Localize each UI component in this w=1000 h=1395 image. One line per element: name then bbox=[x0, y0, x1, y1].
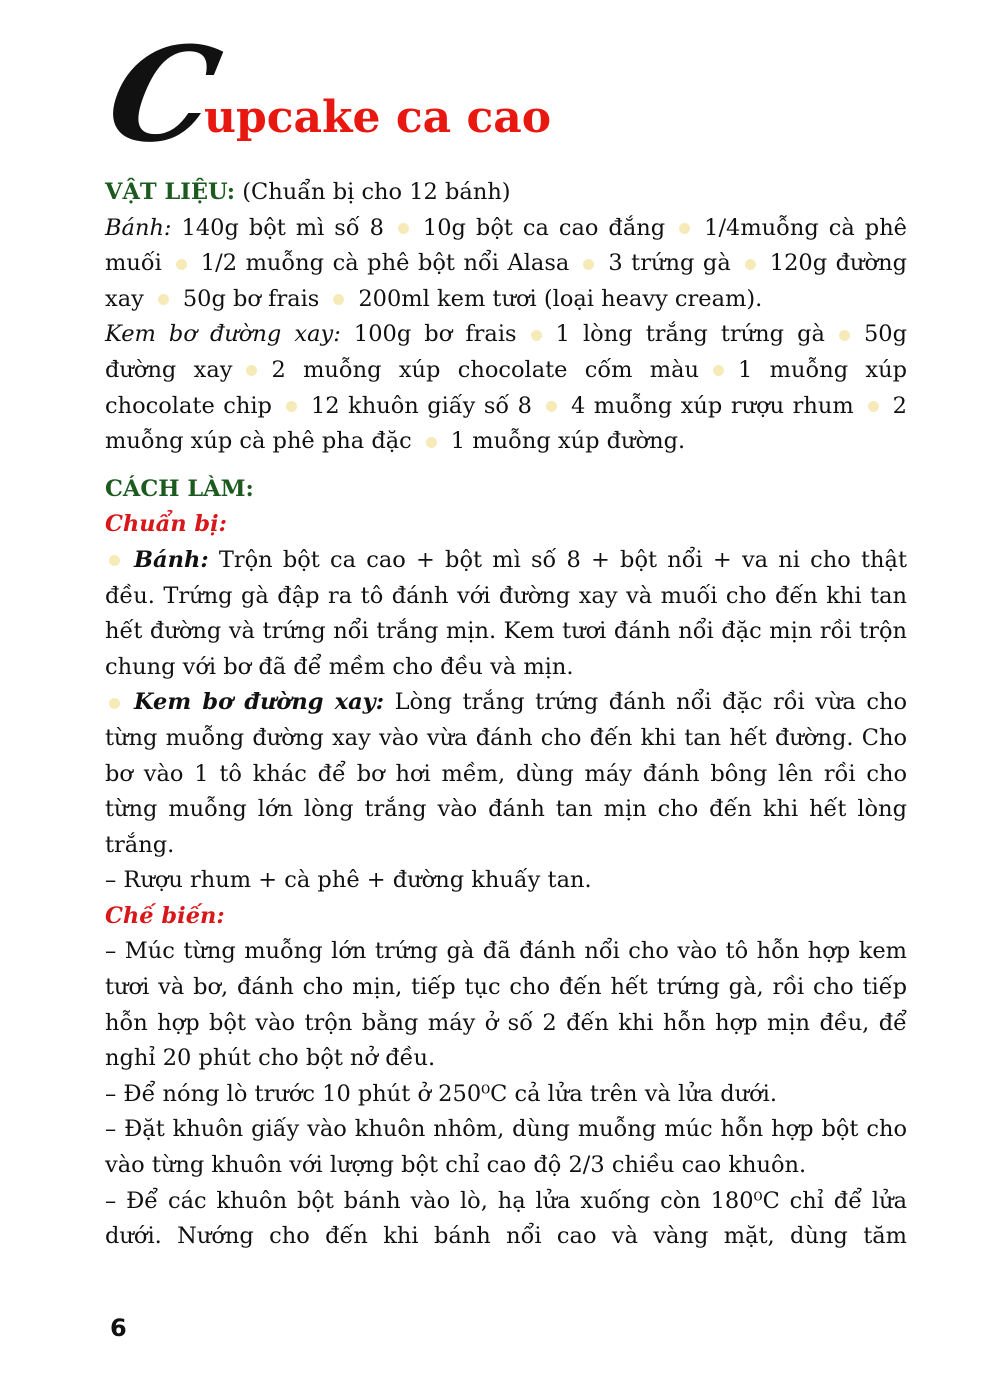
bullet-icon bbox=[868, 401, 879, 412]
process-step: – Đặt khuôn giấy vào khuôn nhôm, dùng muỗng múc hỗn hợp bột cho vào từng khuôn với lượng bột chỉ cao độ 2/3 chiều cao khuôn. bbox=[105, 1116, 907, 1179]
title-initial: C bbox=[95, 18, 232, 171]
prep-rum: – Rượu rhum + cà phê + đường khuấy tan. bbox=[105, 867, 592, 894]
ingredient-item: 3 trứng gà bbox=[608, 250, 731, 277]
prep-cake-label: Bánh: bbox=[134, 546, 209, 573]
bullet-icon bbox=[583, 259, 594, 270]
bullet-icon bbox=[839, 330, 850, 341]
process-step: – Để nóng lò trước 10 phút ở 250⁰C cả lửa trên và lửa dưới. bbox=[105, 1080, 778, 1107]
recipe-body bbox=[105, 175, 907, 1255]
bullet-icon bbox=[546, 401, 557, 412]
page-number: 6 bbox=[110, 1314, 127, 1342]
title-text: upcake ca cao bbox=[204, 92, 552, 143]
ingredient-item: 1/2 muỗng cà phê bột nổi Alasa bbox=[200, 250, 570, 277]
process-step: – Múc từng muỗng lớn trứng gà đã đánh nổi cho vào tô hỗn hợp kem tươi và bơ, đánh cho mịn, tiếp tục cho đến hết trứng gà, rồi cho tiếp hỗn hợp bột vào trộn bằng máy ở số 2 đến khi hỗn hợp mịn đều, để nghỉ 20 phút cho bột nở đều. bbox=[105, 938, 907, 1072]
bullet-icon bbox=[286, 401, 297, 412]
ingredient-item: 1 muỗng xúp đường. bbox=[450, 428, 686, 455]
process-heading: Chế biến: bbox=[105, 902, 225, 929]
materials-heading-line bbox=[105, 175, 907, 211]
prep-cream-label: Kem bơ đường xay: bbox=[134, 689, 385, 716]
bullet-icon bbox=[109, 555, 120, 566]
ingredient-item: 12 khuôn giấy số 8 bbox=[310, 392, 532, 419]
bullet-icon bbox=[246, 365, 257, 376]
cream-ingredients bbox=[105, 317, 907, 459]
ingredient-item: 4 muỗng xúp rượu rhum bbox=[570, 392, 854, 419]
ingredient-item: 2 muỗng xúp cà phê pha đặc bbox=[105, 392, 907, 455]
cake-label: Bánh: bbox=[105, 214, 172, 241]
prep-heading: Chuẩn bị: bbox=[105, 511, 227, 538]
prep-cake-text: Trộn bột ca cao + bột mì số 8 + bột nổi + va ni cho thật đều. Trứng gà đập ra tô đánh với đường xay và muối cho đến khi tan hết đường và trứng nổi trắng mịn. Kem tươi đánh nổi đặc mịn rồi trộn chung với bơ đã để mềm cho đều và mịn. bbox=[105, 546, 907, 680]
cream-label: Kem bơ đường xay: bbox=[105, 321, 341, 348]
bullet-icon bbox=[333, 294, 344, 305]
bullet-icon bbox=[713, 365, 724, 376]
bullet-icon bbox=[679, 223, 690, 234]
ingredient-item: 1 lòng trắng trứng gà bbox=[555, 321, 825, 348]
ingredient-item: 50g bơ frais bbox=[182, 285, 320, 312]
ingredient-item: 1 muỗng xúp chocolate chip bbox=[105, 356, 907, 419]
ingredient-item: 2 muỗng xúp chocolate cốm màu bbox=[271, 356, 700, 383]
ingredient-item: 1/4muỗng cà phê muối bbox=[105, 214, 907, 277]
cake-ingredients bbox=[105, 211, 907, 318]
bullet-icon bbox=[531, 330, 542, 341]
materials-heading: VẬT LIỆU: bbox=[105, 179, 236, 205]
prep-cream bbox=[105, 685, 907, 863]
materials-note: (Chuẩn bị cho 12 bánh) bbox=[242, 179, 511, 205]
ingredient-item: 140g bột mì số 8 bbox=[181, 214, 384, 241]
ingredient-item: 100g bơ frais bbox=[353, 321, 517, 348]
ingredient-item: 200ml kem tươi (loại heavy cream). bbox=[358, 285, 763, 312]
bullet-icon bbox=[158, 294, 169, 305]
prep-cake bbox=[105, 543, 907, 685]
prep-cream-text: Lòng trắng trứng đánh nổi đặc rồi vừa cho từng muỗng đường xay vào vừa đánh cho đến khi tan hết đường. Cho bơ vào 1 tô khác để bơ hơi mềm, dùng máy đánh bông lên rồi cho từng muỗng lớn lòng trắng vào đánh tan mịn cho đến khi hết lòng trắng. bbox=[105, 689, 907, 858]
bullet-icon bbox=[176, 259, 187, 270]
process-step: – Để các khuôn bột bánh vào lò, hạ lửa xuống còn 180⁰C chỉ để lửa dưới. Nướng cho đến khi bánh nổi cao và vàng mặt, dùng tăm bbox=[105, 1187, 907, 1250]
method-heading: CÁCH LÀM: bbox=[105, 475, 254, 502]
ingredient-item: 10g bột ca cao đắng bbox=[422, 214, 666, 241]
bullet-icon bbox=[398, 223, 409, 234]
ingredient-item: 120g đường xay bbox=[105, 250, 907, 312]
bullet-icon bbox=[426, 437, 437, 448]
bullet-icon bbox=[109, 698, 120, 709]
bullet-icon bbox=[745, 259, 756, 270]
ingredient-item: 50g đường xay bbox=[105, 321, 908, 383]
